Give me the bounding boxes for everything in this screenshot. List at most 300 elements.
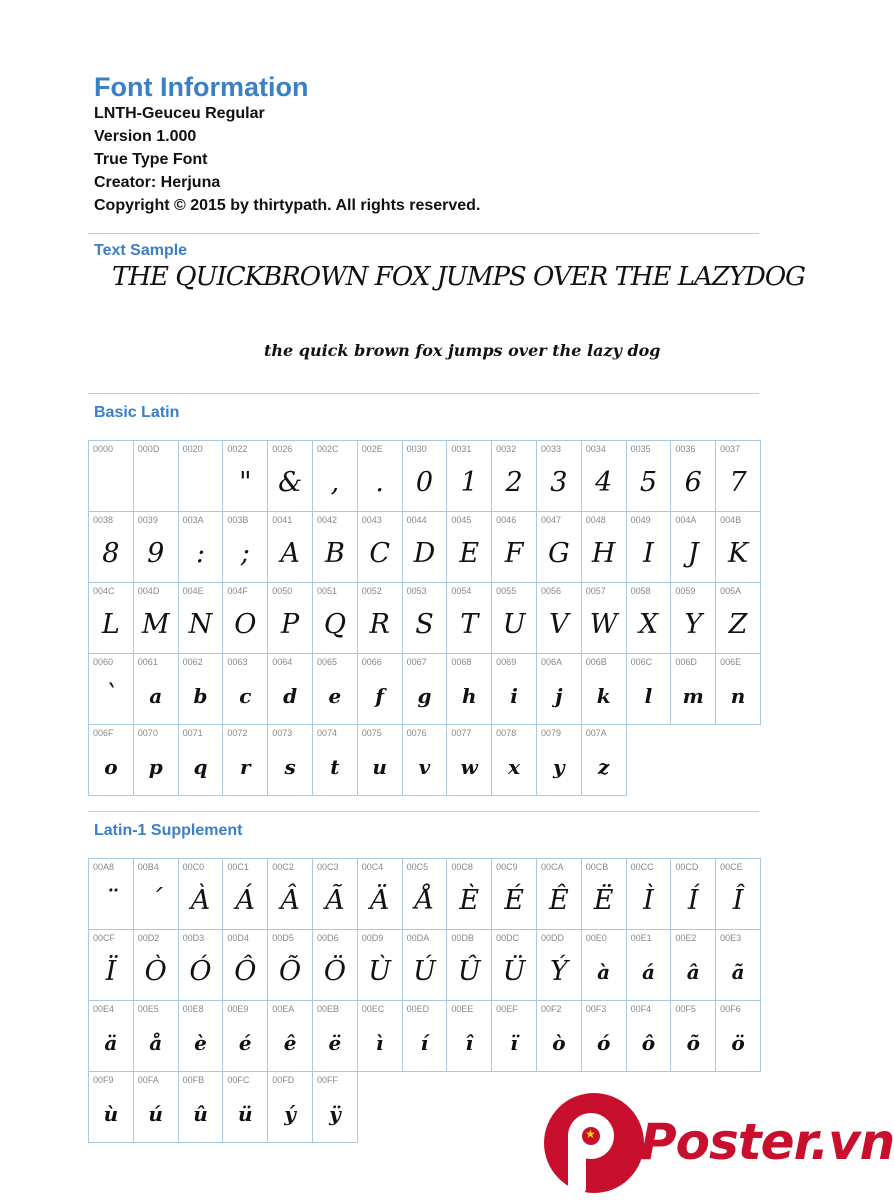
glyph-char: Î — [732, 885, 744, 916]
glyph-cell — [671, 930, 716, 1001]
glyph-cell — [716, 930, 761, 1001]
glyph-char: g — [417, 684, 432, 708]
divider — [88, 393, 759, 394]
glyph-cell — [447, 930, 492, 1001]
glyph-char: U — [502, 609, 526, 640]
glyph-cell — [627, 512, 672, 583]
glyph-cell — [179, 859, 224, 930]
glyph-code: 0055 — [496, 586, 517, 596]
glyph-code: 00F6 — [720, 1004, 741, 1014]
glyph-code: 00EB — [316, 1004, 340, 1014]
glyph-char: ` — [104, 680, 118, 711]
glyph-code: 0062 — [182, 657, 203, 667]
glyph-cell — [627, 441, 672, 512]
glyph-code: 00F5 — [675, 1004, 696, 1014]
glyph-cell — [179, 654, 224, 725]
glyph-cell — [223, 441, 268, 512]
glyph-code: 0074 — [316, 728, 338, 738]
glyph-char: í — [420, 1031, 429, 1055]
glyph-code: 00F2 — [540, 1004, 562, 1014]
glyph-char: k — [596, 684, 611, 708]
glyph-char: Å — [414, 885, 435, 916]
glyph-code: 0047 — [540, 515, 561, 525]
glyph-cell — [582, 859, 627, 930]
glyph-char: i — [510, 684, 518, 708]
glyph-code: 00E0 — [585, 933, 607, 943]
glyph-cell — [716, 654, 761, 725]
glyph-code: 0056 — [540, 586, 561, 596]
glyph-char: Q — [323, 609, 346, 640]
font-version: Version 1.000 — [94, 128, 197, 145]
glyph-code: 0052 — [361, 586, 382, 596]
glyph-code: 0057 — [585, 586, 606, 596]
sample-lowercase: the quick brown fox jumps over the lazy dog — [264, 341, 661, 360]
font-copyright: Copyright © 2015 by thirtypath. All rights reserved. — [94, 197, 481, 214]
glyph-char: è — [194, 1031, 207, 1055]
glyph-cell — [716, 583, 761, 654]
glyph-cell — [671, 654, 716, 725]
glyph-code: 00C0 — [182, 862, 205, 872]
glyph-cell — [223, 512, 268, 583]
glyph-char: ù — [103, 1102, 119, 1126]
glyph-cell — [447, 654, 492, 725]
glyph-code: 0038 — [93, 515, 114, 525]
glyph-code: 0051 — [316, 586, 338, 596]
glyph-cell — [179, 1001, 224, 1072]
glyph-cell — [179, 1072, 224, 1143]
glyph-code: 00C8 — [451, 862, 473, 872]
glyph-char: À — [190, 885, 211, 916]
glyph-char: Y — [684, 609, 703, 640]
glyph-char: W — [589, 609, 618, 640]
glyph-code: 00CA — [540, 862, 564, 872]
glyph-code: 00D9 — [361, 933, 384, 943]
glyph-char: f — [375, 684, 384, 708]
glyph-cell — [537, 725, 582, 796]
glyph-code: 0037 — [720, 444, 741, 454]
glyph-cell — [403, 859, 448, 930]
glyph-char: p — [148, 755, 163, 779]
glyph-cell — [537, 441, 582, 512]
glyph-cell — [358, 1001, 403, 1072]
glyph-cell — [537, 1001, 582, 1072]
glyph-cell — [358, 859, 403, 930]
glyph-code: 005A — [720, 586, 742, 596]
glyph-code: 00D4 — [227, 933, 249, 943]
glyph-char: b — [193, 684, 208, 708]
glyph-code: 00B4 — [137, 862, 159, 872]
glyph-code: 0034 — [585, 444, 606, 454]
glyph-code: 0050 — [272, 586, 293, 596]
glyph-cell — [179, 512, 224, 583]
glyph-code: 00EF — [496, 1004, 518, 1014]
font-name: LNTH-Geuceu Regular — [94, 105, 265, 122]
glyph-code: 00E1 — [630, 933, 652, 943]
glyph-char: , — [330, 467, 340, 498]
glyph-code: 002C — [316, 444, 339, 454]
glyph-char: S — [415, 609, 434, 640]
glyph-char: m — [682, 684, 704, 708]
glyph-cell — [403, 725, 448, 796]
glyph-cell — [313, 725, 358, 796]
glyph-cell — [403, 583, 448, 654]
glyph-cell — [313, 654, 358, 725]
glyph-cell — [492, 512, 537, 583]
glyph-char: G — [548, 538, 570, 569]
glyph-cell — [447, 583, 492, 654]
glyph-cell — [671, 859, 716, 930]
glyph-code: 00C1 — [227, 862, 249, 872]
glyph-char: Õ — [279, 956, 302, 987]
glyph-code: 006F — [93, 728, 114, 738]
glyph-char: ó — [596, 1031, 611, 1055]
glyph-code: 0000 — [93, 444, 114, 454]
glyph-code: 006B — [585, 657, 607, 667]
glyph-char: Ä — [369, 885, 390, 916]
glyph-cell — [537, 654, 582, 725]
glyph-cell — [134, 583, 179, 654]
glyph-char: Ó — [189, 956, 212, 987]
glyph-code: 0060 — [93, 657, 114, 667]
font-info — [94, 72, 480, 217]
glyph-char: q — [193, 755, 208, 779]
glyph-cell — [537, 859, 582, 930]
glyph-cell — [89, 725, 134, 796]
glyph-code: 00CB — [585, 862, 609, 872]
glyph-char: L — [101, 609, 120, 640]
glyph-char: Ï — [105, 956, 117, 987]
glyph-cell — [89, 859, 134, 930]
glyph-cell — [492, 654, 537, 725]
glyph-cell — [223, 725, 268, 796]
glyph-code: 004C — [93, 586, 115, 596]
glyph-code: 0053 — [406, 586, 427, 596]
glyph-code: 000D — [137, 444, 160, 454]
glyph-code: 0043 — [361, 515, 382, 525]
glyph-code: 0069 — [496, 657, 517, 667]
glyph-cell — [89, 512, 134, 583]
glyph-char: Ì — [643, 885, 654, 916]
glyph-char: c — [239, 684, 252, 708]
glyph-cell — [447, 1001, 492, 1072]
page-title: Font Information — [94, 72, 309, 102]
glyph-cell — [313, 930, 358, 1001]
glyph-cell — [627, 859, 672, 930]
glyph-code: 006E — [720, 657, 742, 667]
glyph-code: 00C5 — [406, 862, 429, 872]
glyph-char: ò — [552, 1031, 566, 1055]
glyph-char: 1 — [460, 467, 478, 498]
glyph-char: Â — [280, 885, 300, 916]
glyph-char: C — [369, 538, 391, 569]
glyph-cell — [447, 512, 492, 583]
divider — [88, 233, 759, 234]
glyph-cell — [627, 654, 672, 725]
glyph-code: 00FC — [227, 1075, 250, 1085]
glyph-code: 00E4 — [93, 1004, 115, 1014]
glyph-cell — [89, 583, 134, 654]
glyph-char: R — [369, 609, 390, 640]
glyph-cell — [716, 1001, 761, 1072]
glyph-char: 0 — [415, 467, 434, 498]
glyph-char: v — [418, 755, 431, 779]
glyph-code: 007A — [585, 728, 607, 738]
glyph-char: é — [238, 1031, 252, 1055]
divider — [88, 811, 759, 812]
glyph-cell — [403, 441, 448, 512]
glyph-char: J — [687, 538, 699, 569]
glyph-char: ¨ — [104, 885, 118, 916]
glyph-cell — [223, 1001, 268, 1072]
glyph-char: ; — [240, 538, 250, 569]
glyph-code: 00F3 — [585, 1004, 607, 1014]
glyph-code: 0046 — [496, 515, 517, 525]
glyph-char: Ü — [502, 956, 526, 987]
glyph-cell — [223, 859, 268, 930]
glyph-char: A — [280, 538, 300, 569]
font-type: True Type Font — [94, 151, 208, 168]
glyph-cell — [671, 583, 716, 654]
glyph-char: Ö — [323, 956, 346, 987]
glyph-code: 00FD — [272, 1075, 295, 1085]
glyph-char: P — [281, 609, 300, 640]
glyph-char: K — [727, 538, 749, 569]
glyph-char: e — [328, 684, 342, 708]
glyph-char: j — [555, 684, 563, 708]
glyph-cell — [313, 441, 358, 512]
glyph-cell — [716, 441, 761, 512]
glyph-cell — [403, 1001, 448, 1072]
glyph-char: É — [504, 885, 524, 916]
glyph-code: 00D5 — [272, 933, 294, 943]
glyph-code: 0036 — [675, 444, 696, 454]
latin1-title: Latin-1 Supplement — [94, 822, 243, 839]
glyph-char: Û — [457, 956, 481, 987]
glyph-char: a — [149, 684, 163, 708]
glyph-char: N — [188, 609, 213, 640]
glyph-char: ú — [148, 1102, 163, 1126]
glyph-code: 003B — [227, 515, 249, 525]
glyph-code: 00C2 — [272, 862, 294, 872]
glyph-char: Á — [235, 885, 256, 916]
glyph-cell — [134, 859, 179, 930]
glyph-code: 00A8 — [93, 862, 115, 872]
glyph-char: : — [195, 538, 206, 569]
glyph-code: 00F9 — [93, 1075, 114, 1085]
glyph-cell — [268, 859, 313, 930]
glyph-cell — [403, 512, 448, 583]
glyph-cell — [492, 441, 537, 512]
glyph-char: Ê — [549, 885, 569, 916]
glyph-char: î — [465, 1031, 474, 1055]
glyph-code: 0054 — [451, 586, 472, 596]
glyph-char: l — [644, 684, 653, 708]
glyph-cell — [627, 1001, 672, 1072]
glyph-cell — [89, 930, 134, 1001]
glyph-cell — [313, 1001, 358, 1072]
glyph-cell — [582, 1001, 627, 1072]
glyph-char: Ý — [549, 956, 568, 987]
glyph-char: F — [504, 538, 524, 569]
glyph-cell — [671, 441, 716, 512]
font-creator: Creator: Herjuna — [94, 174, 221, 191]
glyph-code: 00E3 — [720, 933, 742, 943]
glyph-cell — [582, 441, 627, 512]
glyph-code: 004B — [720, 515, 742, 525]
basic-latin-grid — [88, 440, 761, 796]
glyph-char: 8 — [102, 538, 120, 569]
glyph-code: 0033 — [540, 444, 561, 454]
glyph-code: 0020 — [182, 444, 203, 454]
glyph-char: x — [508, 755, 521, 779]
glyph-cell — [223, 930, 268, 1001]
glyph-code: 00CD — [675, 862, 699, 872]
glyph-code: 00DC — [496, 933, 520, 943]
glyph-code: 0073 — [272, 728, 293, 738]
glyph-code: 006D — [675, 657, 697, 667]
glyph-cell — [268, 1001, 313, 1072]
glyph-cell — [358, 441, 403, 512]
star-icon: ★ — [585, 1127, 596, 1141]
glyph-code: 0070 — [137, 728, 158, 738]
text-sample-title: Text Sample — [94, 242, 188, 259]
glyph-cell — [134, 725, 179, 796]
glyph-code: 0045 — [451, 515, 472, 525]
glyph-code: 0030 — [406, 444, 427, 454]
glyph-char: E — [459, 538, 480, 569]
glyph-code: 00E2 — [675, 933, 697, 943]
glyph-char: h — [462, 684, 477, 708]
glyph-code: 0077 — [451, 728, 472, 738]
glyph-code: 0039 — [137, 515, 158, 525]
glyph-cell — [134, 512, 179, 583]
glyph-char: 4 — [595, 467, 613, 498]
glyph-char: n — [730, 684, 746, 708]
glyph-char: w — [460, 755, 478, 779]
glyph-code: 003A — [182, 515, 204, 525]
glyph-char: H — [591, 538, 616, 569]
glyph-char: o — [104, 755, 118, 779]
glyph-cell — [358, 725, 403, 796]
glyph-char: ï — [510, 1031, 518, 1055]
glyph-code: 00E5 — [137, 1004, 159, 1014]
glyph-char: â — [686, 960, 700, 984]
glyph-cell — [134, 1072, 179, 1143]
glyph-char: Ú — [413, 956, 436, 987]
glyph-cell — [134, 1001, 179, 1072]
glyph-char: à — [597, 960, 611, 984]
glyph-code: 004E — [182, 586, 204, 596]
glyph-char: . — [375, 467, 384, 498]
glyph-code: 0049 — [630, 515, 651, 525]
glyph-cell — [582, 725, 627, 796]
glyph-char: y — [553, 755, 565, 779]
glyph-cell — [447, 725, 492, 796]
glyph-cell — [358, 583, 403, 654]
glyph-code: 00FA — [137, 1075, 159, 1085]
glyph-code: 0058 — [630, 586, 651, 596]
glyph-cell — [268, 654, 313, 725]
glyph-code: 00D3 — [182, 933, 205, 943]
glyph-cell — [492, 725, 537, 796]
glyph-char: 6 — [684, 467, 702, 498]
glyph-char: r — [240, 755, 251, 779]
glyph-code: 0079 — [540, 728, 561, 738]
glyph-cell — [358, 654, 403, 725]
glyph-cell — [134, 930, 179, 1001]
glyph-code: 00C9 — [496, 862, 518, 872]
glyph-code: 0067 — [406, 657, 427, 667]
glyph-code: 002E — [361, 444, 383, 454]
glyph-cell — [447, 859, 492, 930]
glyph-code: 00DA — [406, 933, 430, 943]
glyph-cell — [627, 930, 672, 1001]
glyph-cell — [358, 512, 403, 583]
glyph-code: 0068 — [451, 657, 472, 667]
glyph-char: ÿ — [329, 1102, 341, 1126]
glyph-code: 0063 — [227, 657, 248, 667]
glyph-char: Ò — [144, 956, 167, 987]
glyph-char: û — [193, 1102, 208, 1126]
glyph-char: d — [283, 684, 298, 708]
glyph-code: 0066 — [361, 657, 382, 667]
glyph-cell — [134, 441, 179, 512]
glyph-char: 5 — [639, 467, 658, 498]
glyph-cell — [627, 583, 672, 654]
glyph-code: 0071 — [182, 728, 203, 738]
glyph-code: 00DB — [451, 933, 474, 943]
sample-uppercase: THE QUICKBROWN FOX JUMPS OVER THE LAZYDOG — [112, 262, 805, 292]
glyph-char: u — [372, 755, 387, 779]
glyph-cell — [179, 930, 224, 1001]
glyph-cell — [89, 1072, 134, 1143]
glyph-code: 0041 — [272, 515, 293, 525]
glyph-code: 0044 — [406, 515, 427, 525]
glyph-cell — [403, 654, 448, 725]
glyph-cell — [716, 512, 761, 583]
glyph-char: Ë — [593, 885, 614, 916]
glyph-cell — [313, 583, 358, 654]
logo-brand: Poster.vn — [640, 1113, 894, 1171]
glyph-char: Ô — [234, 956, 257, 987]
glyph-code: 0035 — [630, 444, 651, 454]
glyph-char: ü — [238, 1102, 253, 1126]
glyph-code: 00DD — [540, 933, 564, 943]
glyph-char: å — [149, 1031, 163, 1055]
glyph-code: 00C3 — [316, 862, 339, 872]
glyph-cell — [671, 1001, 716, 1072]
glyph-code: 0048 — [585, 515, 606, 525]
glyph-cell — [582, 583, 627, 654]
glyph-cell — [268, 583, 313, 654]
glyph-cell — [447, 441, 492, 512]
glyph-char: ý — [284, 1102, 296, 1126]
poster-logo[interactable] — [544, 1093, 894, 1200]
glyph-code: 00F4 — [630, 1004, 652, 1014]
glyph-cell — [582, 512, 627, 583]
glyph-char: t — [330, 755, 340, 779]
glyph-code: 00C4 — [361, 862, 384, 872]
glyph-char: V — [549, 609, 569, 640]
glyph-code: 00FF — [316, 1075, 338, 1085]
glyph-cell — [313, 1072, 358, 1143]
glyph-char: 7 — [729, 467, 747, 498]
glyph-code: 00CF — [93, 933, 116, 943]
glyph-char: 2 — [505, 467, 523, 498]
glyph-code: 0076 — [406, 728, 427, 738]
glyph-code: 00E8 — [182, 1004, 204, 1014]
glyph-char: T — [460, 609, 479, 640]
